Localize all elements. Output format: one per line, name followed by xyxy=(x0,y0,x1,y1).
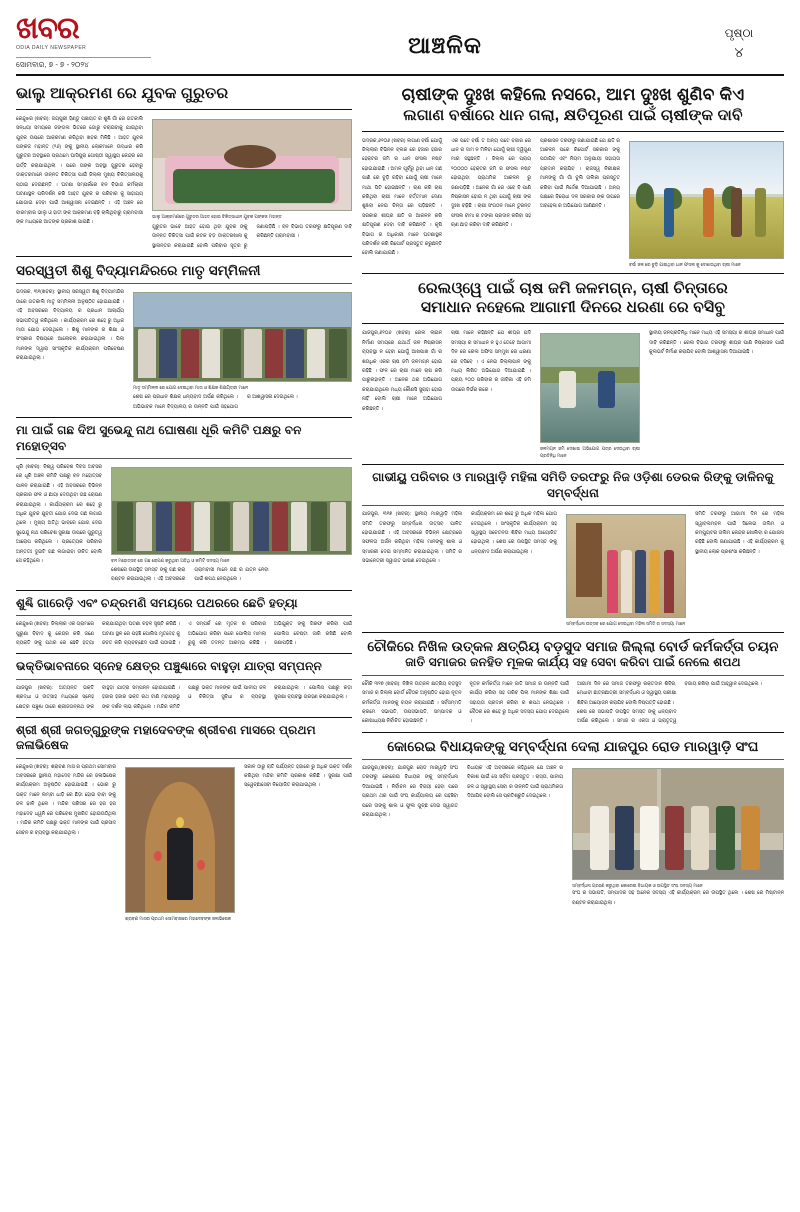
article-body-col3: ସ୍ଥାନୀୟ ଜନପ୍ରତିନିଧି ମାନେ ମଧ୍ୟ ଏହି ସମସ୍ୟା ର ଶୀଘ୍ର ସମାଧାନ ପାଇଁ ଦାବି କରିଛନ୍ତି । ରେଲ ବିଭାଗ ତରଫରୁ ଶୀଘ୍ର ପାଣି ନିଷ୍କାସନ ପାଇଁ କୁଲଭର୍ଟ ନିର୍ମାଣ କରାଯିବ ବୋଲି ଆଶ୍ୱାସନା ଦିଆଯାଇଛି । xyxy=(649,331,784,356)
article-body-cont: ଶେଷରେ ଉପସ୍ଥିତ ସମସ୍ତ ଙ୍କୁ ଗଛ ଚାରା ବଣ୍ଟନ କରାଯାଇଥିଲା । ଏହି ଅବସରରେ ଗ୍ରାମବାସୀ ମାନେ ଗଛ ର ଯତ୍ନ ନେବା ପାଇଁ ଶପଥ ନେଇଥିଲେ । xyxy=(111,567,269,583)
article-body: କେନ୍ଦୁଝର (ଖବର): ଶ୍ରାବଣ ମାସ ର ପ୍ରଥମ ସୋମବାର ଅବସରରେ ସ୍ଥାନୀୟ ମହାଦେବ ମନ୍ଦିର ରେ ଜଳାଭିଷେକ କାର୍ଯ୍ୟକ୍ରମ ଅନୁଷ୍ଠିତ ହୋଇଯାଇଛି । ଭୋର ରୁ ଭକ୍ତ ମାନେ ଲମ୍ବା ଧାଡ଼ି ରେ ଛିଡ଼ା ହୋଇ ବାବା ଙ୍କୁ ଜଳ ଢାଳି ଥିଲେ । ମନ୍ଦିର ପରିସର ରେ ହର ହର ମହାଦେବ ଧ୍ୱନି ରେ ପରିବେଶ ମୁଖରିତ ହୋଇଉଠିଥିଲା । ମନ୍ଦିର କମିଟି ପକ୍ଷରୁ ଭକ୍ତ ମାନଙ୍କ ପାଇଁ ପ୍ରସାଦ ସେବନ ର ବ୍ୟବସ୍ଥା କରାଯାଇଥିଲା । xyxy=(16,764,116,836)
article-body-cont: ଗୁରୁତର ଭାବେ ଆହତ ହୋଇ ଥିବା ଯୁବକ ଙ୍କୁ ଉନ୍ନତ ଚିକିତ୍ସା ପାଇଁ କଟକ ବଡ଼ ଡାକ୍ତରଖାନା କୁ ସ୍ଥାନାନ୍ତର କରାଯାଇଛି ବୋଲି ପରିବାର ସୂତ୍ର ରୁ ଜଣାପଡ଼ିଛି । ବନ ବିଭାଗ ତରଫରୁ କ୍ଷତିପୂରଣ ଦାବି କରିଛନ୍ତି ଗ୍ରାମବାସୀ । xyxy=(152,224,352,249)
article-samaj-board-selection xyxy=(362,638,784,727)
subheadline: ସମାଧାନ ନହେଲେ ଆଗାମୀ ଦିନରେ ଧରଣା ରେ ବସିବୁ xyxy=(420,299,726,317)
article-body-col1: ଯାଜପୁର, ୩୧୭ (ଖବର): ସ୍ଥାନୀୟ ମାରୱାଡ଼ି ମହିଳା ସମିତି ତରଫରୁ ସମ୍ବର୍ଦ୍ଧନା ଉତ୍ସବ ପାଳିତ ହୋଇଯାଇଛି । ଏହି ଅବସରରେ ବିଭିନ୍ନ କ୍ଷେତ୍ରରେ ସଫଳତା ଅର୍ଜନ କରିଥିବା ମହିଳା ମାନଙ୍କୁ ଶାଲ ଓ ସ୍ମାରକୀ ଦେଇ ସମ୍ମାନିତ କରାଯାଇଥିଲା । ସମିତି ର ସଭାନେତ୍ରୀ ସ୍ୱାଗତ ଭାଷଣ ଦେଇଥିଲେ । xyxy=(362,512,462,565)
article-mla-felicitation xyxy=(362,738,784,908)
article-bahuda-jatra xyxy=(16,659,352,712)
headline: ଗାଭୀୟୁ ପରିବାର ଓ ମାରୱାଡ଼ି ମହିଳା ସମିତି ତରଫରୁ ନିଜ ଓଡ଼ିଶା ଡେରକ ରିଙ୍କୁ ଡାଳିନକୁ ସମ୍ବର୍ଦ୍ଧନା xyxy=(372,470,774,500)
article-railway-waterlogging xyxy=(362,279,784,460)
article-women-felicitation xyxy=(362,470,784,627)
photo-injured-youth xyxy=(152,119,352,211)
photo-mla-group xyxy=(572,768,784,880)
article-body: କେନ୍ଦୁଝର (ଖବର): ଜୟପୁରୀ ହିଣ୍ଡୁ ପଞ୍ଚାୟତ ର ଶୁଣ୍ଢି ଗାଁ ରେ ଗତକାଲି ସନ୍ଧ୍ୟା ସମୟରେ ଜଙ୍ଗଲ ଭିତରେ ଗୋରୁ ଚରାଇବାକୁ ଯାଇଥିବା ଯୁବକ ଉପରେ ଆକ୍ରମଣ କରିଥିବା ଖବର ମିଳିଛି । ଆହତ ଯୁବକ ପଙ୍କଜ ମହାନ୍ତ (୨୬) ଙ୍କୁ ସ୍ଥାନୀୟ ଲୋକମାନେ ଉଦ୍ଧାର କରି ଗୁରୁତର ଅବସ୍ଥାରେ ପ୍ରଥମେ ଘାସିପୁରା ଗୋଷ୍ଠୀ ସ୍ୱାସ୍ଥ୍ୟ କେନ୍ଦ୍ର ରେ ଭର୍ତ୍ତି କରାଯାଇଥିଲା । ପରେ ତାଙ୍କ ଅବସ୍ଥା ଗୁରୁତର ହେବାରୁ ଡାକ୍ତରମାନେ ଉନ୍ନତ ଚିକିତ୍ସା ପାଇଁ ଜିଲ୍ଲା ମୁଖ୍ୟ ଚିକିତ୍ସାଳୟକୁ ପଠାଇ ଦେଇଛନ୍ତି । ଘଟଣା ସମ୍ପର୍କରେ ବନ ବିଭାଗ କର୍ମଚାରୀ ଘଟଣାସ୍ଥଳ ପରିଦର୍ଶନ କରି ଆହତ ଯୁବକ ର ପରିବାର କୁ ସାହାଯ୍ୟ ଯୋଗାଇ ଦେବା ପାଇଁ ଆଶ୍ୱାସନା ଦେଇଛନ୍ତି । ଏହି ଅଞ୍ଚଳ ରେ ବାରମ୍ବାର ଭାଲୁ ଓ ହାତୀ ଙ୍କ ଆକ୍ରମଣ ବଢ଼ି ଚାଲିଥିବାରୁ ଗ୍ରାମବାସୀ ଙ୍କ ମଧ୍ୟରେ ଆତଙ୍କ ପ୍ରକାଶ ପାଇଛି । xyxy=(16,116,143,226)
headline: ଶ୍ରୀ ଶ୍ରୀ ଜଗତ୍ଗୁରୁଙ୍କ ମହାଦେବଙ୍କ ଶ୍ରୀବଣ ମାସରେ ପ୍ରଥମ ଜଳାଭିଷେକ xyxy=(16,722,316,753)
content-grid xyxy=(16,84,784,1194)
photo-mothers-meeting xyxy=(133,292,352,382)
headline: ସରସ୍ୱତୀ ଶିଶୁ ବିଦ୍ୟାମନ୍ଦିରରେ ମାତୃ ସମ୍ମିଳନୀ xyxy=(16,263,261,279)
subheadline: ଲଗାଣ ବର୍ଷାରେ ଧାନ ଗଲା, କ୍ଷତିପୂରଣ ପାଇଁ ଚାଷୀଙ୍କ ଦାବି xyxy=(403,106,743,124)
article-bear-attack xyxy=(16,84,352,251)
article-body: ଭଦ୍ରକ, ୩୧(ଖବର): ସ୍ଥାନୀୟ ସରସ୍ୱତୀ ଶିଶୁ ବିଦ୍ୟାମନ୍ଦିର ଠାରେ ଗତକାଲି ମାତୃ ସମ୍ମିଳନୀ ଅନୁଷ୍ଠିତ ହୋଇଯାଇଛି । ଏହି ଅବସରରେ ବିଦ୍ୟାଳୟ ର ପ୍ରଧାନ ଆଚାର୍ଯ୍ୟ ସଭାପତିତ୍ୱ କରିଥିଲେ । କାର୍ଯ୍ୟକ୍ରମ ରେ ଶହେ ରୁ ଅଧିକ ମାତା ଯୋଗ ଦେଇଥିଲେ । ଶିଶୁ ମାନଙ୍କ ର ଶିକ୍ଷା ଓ ସଂସ୍କାର ବିଷୟରେ ଆଲୋଚନା କରାଯାଇଥିଲା । ପିଲା ମାନଙ୍କ ଦ୍ୱାରା ସାଂସ୍କୃତିକ କାର୍ଯ୍ୟକ୍ରମ ପରିବେଷଣ କରାଯାଇଥିଲା । xyxy=(16,290,124,362)
article-murder-case xyxy=(16,596,352,649)
article-body-col1: ଚୌକି ୩୧୭ (ଖବର): ନିଖିଳ ଉତ୍କଳ କ୍ଷତ୍ରିୟ ବଡ଼ସୁଦ ସମାଜ ର ଜିଲ୍ଲା ବୋର୍ଡ ବୈଠକ ଅନୁଷ୍ଠିତ ହୋଇ ନୂତନ କର୍ମକର୍ତ୍ତା ମାନଙ୍କୁ ଚୟନ କରାଯାଇଛି । ସର୍ବସମ୍ମତି କ୍ରମେ ସଭାପତି, ଉପସଭାପତି, ସମ୍ପାଦକ ଓ କୋଷାଧ୍ୟକ୍ଷ ନିର୍ବାଚିତ ହୋଇଛନ୍ତି । xyxy=(362,681,462,725)
headline: ଶୁଣ୍ଢି ଗାରେଡ଼ି ଏବଂ ଚନ୍ଦ୍ରମଣି ସମୟରେ ପଥରରେ ଛେଚି ହତ୍ୟା xyxy=(16,595,298,610)
left-column xyxy=(16,84,352,1194)
headline: ରେଲଓ୍ୱେ ପାଇଁ ଚାଷ ଜମି ଜଳମଗ୍ନ, ଚାଷୀ ଚିନ୍ତାରେ xyxy=(418,279,728,297)
photo-caption: ଭାଲୁ ଆକ୍ରମଣରେ ଗୁରୁତର ଆହତ ହୋଇ ଚିକିତ୍ସାଧୀନ ଯୁବକ ପଙ୍କଜ ମହାନ୍ତ xyxy=(152,213,282,219)
photo-paddy-field xyxy=(629,141,784,259)
article-body-cont: ସକାଳ ଠାରୁ ରାତି ପର୍ଯ୍ୟନ୍ତ ହଜାରେ ରୁ ଅଧିକ ଭକ୍ତ ଦର୍ଶନ କରିଥିବା ମନ୍ଦିର କମିଟି ପ୍ରକାଶ କରିଛି । ସୁରକ୍ଷା ପାଇଁ ସ୍ୱେଚ୍ଛାସେବୀ ନିୟୋଜିତ କରାଯାଇଥିଲା । xyxy=(244,764,352,789)
masthead xyxy=(16,14,784,76)
headline: ଚାଷୀଙ୍କ ଦୁଃଖ କହିଲେ ନସରେ, ଆମ ଦୁଃଖ ଶୁଣିବ କିଏ xyxy=(401,85,745,104)
headline: କୋରେଇ ବିଧାୟକଙ୍କୁ ସମ୍ବର୍ଦ୍ଧନା ଦେଲା ଯାଜପୁର ରୋଡ ମାରୱାଡ଼ି ସଂଘ xyxy=(387,738,759,754)
article-body-col3: ପ୍ରଶାସନ ତରଫରୁ ଜଣାଯାଇଛି ଯେ କ୍ଷତି ର ଆକଳନ ପରେ ରିପୋର୍ଟ ସରକାର ଙ୍କୁ ପଠାଯିବ ଏବଂ ନିୟମ ଅନୁଯାୟୀ ସହାୟତା ପ୍ରଦାନ କରାଯିବ । ରାଜସ୍ୱ ନିରୀକ୍ଷକ ମାନଙ୍କୁ ଗାଁ ଗାଁ ବୁଲି ତାଲିକା ପ୍ରସ୍ତୁତ କରିବା ପାଇଁ ନିର୍ଦ୍ଦେଶ ଦିଆଯାଇଛି । ଅନ୍ୟ ପକ୍ଷରେ ବିରୋଧୀ ଦଳ ସରକାର ଙ୍କ ଉପରେ ଅବହେଳା ର ଅଭିଯୋଗ ଆଣିଛନ୍ତି । xyxy=(540,138,620,210)
headline: ଭକ୍ତିଭାବନାରେ ସ୍ନେହ କ୍ଷେତ୍ର ପଞ୍ଚୁଣ୍ଢାରେ ବାହୁଡ଼ା ଯାତ୍ରା ସମ୍ପନ୍ନ xyxy=(16,659,322,674)
logo-subtitle: ODIA DAILY NEWSPAPER xyxy=(16,45,87,51)
page-indicator xyxy=(694,14,784,63)
photo-caption: ସମ୍ବର୍ଦ୍ଧନା ଉତ୍ସବ ରେ ଯୋଗ ଦେଇଥିବା ମହିଳା ସମିତି ର ସଦସ୍ୟା ମାନେ xyxy=(566,621,686,627)
article-body-col2: ନୂତନ କର୍ମକର୍ତ୍ତା ମାନେ ଜାତି ସମାଜ ର ଉନ୍ନତି ପାଇଁ କାର୍ଯ୍ୟ କରିବା ସହ ଗରିବ ପିଲା ମାନଙ୍କ ଶିକ୍ଷା ପାଇଁ ସହାୟତା ପ୍ରଦାନ କରିବା ର ଶପଥ ନେଇଥିଲେ । ବୈଠକ ରେ ଶହେ ରୁ ଅଧିକ ସଦସ୍ୟ ଯୋଗ ଦେଇଥିଲେ । xyxy=(469,681,569,725)
page-label: ପୃଷ୍ଠା xyxy=(724,26,754,40)
article-body: ଯାଜପୁର (ଖବର): ଅତ୍ୟନ୍ତ ଭକ୍ତି ଶ୍ରଦ୍ଧା ଓ ଉତ୍ସାହ ମଧ୍ୟରେ ସ୍ନେହ କ୍ଷେତ୍ର ପଞ୍ଚୁଣ୍ଢା ଠାରେ ଶ୍ରୀଜଗନ୍ନାଥ ଙ୍କ ବାହୁଡ଼ା ଯାତ୍ରା ସମ୍ପନ୍ନ ହୋଇଯାଇଛି । ହଜାର ହଜାର ଭକ୍ତ ରଥ ଟାଣି ମହାପ୍ରଭୁ ଙ୍କ ଦର୍ଶନ ଲାଭ କରିଥିଲେ । ମନ୍ଦିର କମିଟି ପକ୍ଷରୁ ଭକ୍ତ ମାନଙ୍କ ପାଇଁ ପାନୀୟ ଜଳ ଓ ଚିକିତ୍ସା ସୁବିଧା ର ବ୍ୟବସ୍ଥା କରାଯାଇଥିଲା । ପୋଲିସ ପକ୍ଷରୁ କଡ଼ା ସୁରକ୍ଷା ବ୍ୟବସ୍ଥା ଗ୍ରହଣ କରାଯାଇଥିଲା । xyxy=(16,685,352,710)
publication-date: ସୋମବାର, ୭ - ୭ - ୨୦୨୪ xyxy=(16,57,151,70)
article-body-col2: ବିଧାୟକ ଏହି ଅବସରରେ କହିଥିଲେ ଯେ ଅଞ୍ଚଳ ର ବିକାଶ ପାଇଁ ସେ ସର୍ବଦା ପ୍ରସ୍ତୁତ । ରାସ୍ତା, ପାନୀୟ ଜଳ ଓ ସ୍ୱାସ୍ଥ୍ୟ ସେବା ର ଉନ୍ନତି ପାଇଁ ପ୍ରାଥମିକତା ଦିଆଯିବ ବୋଲି ସେ ପ୍ରତିଶ୍ରୁତି ଦେଇଥିଲେ । xyxy=(467,766,563,800)
photo-tree-plantation xyxy=(111,467,352,555)
logo-block[interactable] xyxy=(16,14,196,70)
headline: ଭାଲୁ ଆକ୍ରମଣ ରେ ଯୁବକ ଗୁରୁତର xyxy=(16,85,229,102)
article-body-col2: କାର୍ଯ୍ୟକ୍ରମ ରେ ଶହେ ରୁ ଅଧିକ ମହିଳା ଯୋଗ ଦେଇଥିଲେ । ସାଂସ୍କୃତିକ କାର୍ଯ୍ୟକ୍ରମ ସହ ସ୍ୱାସ୍ଥ୍ୟ ସଚେତନତା ଶିବିର ମଧ୍ୟ ଆୟୋଜିତ ହୋଇଥିଲା । ଶେଷ ରେ ଉପସ୍ଥିତ ସମସ୍ତ ଙ୍କୁ ଧନ୍ୟବାଦ ଅର୍ପଣ କରାଯାଇଥିଲା । xyxy=(471,512,557,555)
article-shravan-abhisheka xyxy=(16,723,352,922)
photo-caption: ଶ୍ରାବଣ ମାସର ପ୍ରଥମ ସୋମବାରରେ ମହାଦେବଙ୍କ ଜଳାଭିଷେକ xyxy=(125,915,231,921)
photo-caption-1: ବର୍ଷା ଜଳ ରେ ବୁଡ଼ି ଯାଇଥିବା ଧାନ ଫସଲ କୁ ଦେଖାଉଥିବା ଚାଷୀ ମାନେ xyxy=(629,261,741,267)
headline: ଚୌକିରେ ନିଖିଳ ଉତ୍କଳ କ୍ଷତ୍ରିୟ ବଡ଼ସୁଦ ସମାଜ ଜିଲ୍ଲା ବୋର୍ଡ କର୍ମକର୍ତ୍ତା ଚୟନ xyxy=(367,639,779,655)
article-body: ଧୂରି (ଖବର): ବିଶ୍ୱ ପରିବେଶ ଦିବସ ଅବସର ରେ ଧୂରି ଅଞ୍ଚଳ କମିଟି ପକ୍ଷରୁ ବନ ମହୋତ୍ସବ ପାଳନ କରାଯାଇଛି । ଏହି ଅବସରରେ ବିଭିନ୍ନ ପ୍ରକାର ଫଳ ଓ ଛାୟା ଦେଉଥିବା ଗଛ ରୋପଣ କରାଯାଇଥିଲା । କାର୍ଯ୍ୟକ୍ରମ ରେ ଶହେ ରୁ ଅଧିକ ଯୁବକ ଯୁବତୀ ଯୋଗ ଦେଇ ଗଛ ଲଗାଇ ଥିଲେ । ମୁଖ୍ୟ ଅତିଥି ଭାବରେ ଯୋଗ ଦେଇ ସୁଭେନ୍ଦୁ ନାଥ ପରିବେଶ ସୁରକ୍ଷା ଉପରେ ଗୁରୁତ୍ୱ ଆରୋପ କରିଥିଲେ । ପ୍ରତ୍ୟେକ ପରିବାର ଅନ୍ତତଃ ଦୁଇଟି ଗଛ ଲଗାଇବା ଉଚିତ ବୋଲି ସେ କହିଥିଲେ । xyxy=(16,464,102,564)
photo-caption: ସମ୍ବର୍ଦ୍ଧନା ଗ୍ରହଣ କରୁଥିବା କୋରେଇ ବିଧାୟକ ଓ ଉପସ୍ଥିତ ସଂଘ ସଦସ୍ୟ ମାନେ xyxy=(572,883,703,889)
article-body-col3: ସମିତି ତରଫରୁ ଆଗାମୀ ଦିନ ରେ ମହିଳା ସ୍ୱାବଲମ୍ବନ ପାଇଁ ସିଲେଇ ତାଲିମ ଓ କମ୍ପ୍ୟୁଟର ତାଲିମ କେନ୍ଦ୍ର ଖୋଲିବା ର ଯୋଜନା ରହିଛି ବୋଲି ଜଣାଯାଇଛି । ଏହି କାର୍ଯ୍ୟକ୍ରମ କୁ ସ୍ଥାନୀୟ ଲୋକ ପ୍ରଶଂସା କରିଛନ୍ତି । xyxy=(695,512,784,555)
article-tree-plantation xyxy=(16,423,352,585)
photo-waterlogged-land xyxy=(540,333,640,443)
article-body-col4: ଶେଷ ରେ ସଭାପତି ଉପସ୍ଥିତ ସମସ୍ତ ଙ୍କୁ ଧନ୍ୟବାଦ ଅର୍ପଣ କରିଥିଲେ । ସମାଜ ର ଏକତା ଓ ଭ୍ରାତୃତ୍ୱ ବଜାୟ ରଖିବା ପାଇଁ ଆହ୍ୱାନ ଦେଇଥିଲେ । xyxy=(577,681,763,725)
article-body-cont: ଶେଷ ରେ ପ୍ରଧାନ ଶିକ୍ଷକ ଧନ୍ୟବାଦ ଅର୍ପଣ କରିଥିଲେ । ଅଭିଭାବକ ମାନେ ବିଦ୍ୟାଳୟ ର ଉନ୍ନତି ପାଇଁ ସହଯୋଗ ର ଆଶ୍ୱାସନା ଦେଇଥିଲେ । xyxy=(133,395,298,410)
photo-caption: ମାତୃ ସମ୍ମିଳନୀ ରେ ଯୋଗ ଦେଇଥିବା ମାତା ଓ ଶିକ୍ଷକ ଶିକ୍ଷୟିତ୍ରୀ ମାନେ xyxy=(133,385,249,391)
article-body: କେନ୍ଦୁଝର (ଖବର): ଜିଲ୍ଲାର ଏକ ଗ୍ରାମରେ ପୁରୁଣା ବିବାଦ କୁ କେନ୍ଦ୍ର କରି ଜଣେ ବ୍ୟକ୍ତି ଙ୍କୁ ପଥର ରେ ଛେଚି ହତ୍ୟା କରାଯାଇଥିବା ଘଟଣା ଚହଳ ସୃଷ୍ଟି କରିଛି । ଘଟଣା ସ୍ଥଳ ରେ ପହଞ୍ଚି ପୋଲିସ ମୃତଦେହ କୁ ଜବତ କରି ବ୍ୟବଚ୍ଛେଦ ପାଇଁ ପଠାଇଛି । ଏ ସମ୍ପର୍କ ରେ ମୃତକ ର ପରିବାର ଅଭିଯୋଗ କରିବା ପରେ ପୋଲିସ ମାମଲା ରୁଜୁ କରି ତଦନ୍ତ ଆରମ୍ଭ କରିଛି । ଅଭିଯୁକ୍ତ ଙ୍କୁ ଗିରଫ କରିବା ପାଇଁ ପୋଲିସ ଚେଷ୍ଟା ଜାରି ରଖିଛି ବୋଲି ଜଣାପଡ଼ିଛି । xyxy=(16,622,352,646)
newspaper-logo: ଖବର xyxy=(16,12,79,45)
article-body-col2: ଚାଷୀ ମାନେ କହିଛନ୍ତି ଯେ ଶୀଘ୍ର ଯଦି ସମସ୍ୟା ର ସମାଧାନ ନ ହୁଏ ତେବେ ଆଗାମୀ ଦିନ ରେ ରେଲ ଅଫିସ ସମ୍ମୁଖ ରେ ଧରଣା ରେ ବସିବେ । ଏ ନେଇ ଜିଲ୍ଲାପାଳ ଙ୍କୁ ମଧ୍ୟ ଲିଖିତ ଅଭିଯୋଗ ଦିଆଯାଇଛି । ପ୍ରାୟ ୨୦୦ ପରିବାର ର ଜୀବିକା ଏହି ଜମି ଉପରେ ନିର୍ଭର କରେ । xyxy=(451,331,531,393)
article-body-col3: ସଂଘ ର ସଭାପତି, ସମ୍ପାଦକ ସହ ଅନେକ ସଦସ୍ୟ ଏହି କାର୍ଯ୍ୟକ୍ରମ ରେ ଉପସ୍ଥିତ ଥିଲେ । ଶେଷ ରେ ମିଷ୍ଟାନ୍ନ ବଣ୍ଟନ କରାଯାଇଥିଲା । xyxy=(572,891,784,906)
article-body-col3: ଆଗାମୀ ଦିନ ରେ ସମାଜ ତରଫରୁ ରକ୍ତଦାନ ଶିବିର, ମେଧାବୀ ଛାତ୍ରଛାତ୍ରୀ ସମ୍ବର୍ଦ୍ଧନା ଓ ସ୍ୱାସ୍ଥ୍ୟ ପରୀକ୍ଷା ଶିବିର ଆୟୋଜନ କରାଯିବ ବୋଲି ନିଷ୍ପତ୍ତି ହୋଇଛି । xyxy=(577,681,677,706)
photo-shiva-temple xyxy=(125,767,235,913)
article-body-col1: ଭଦ୍ରକ,୬୧୦୬ (ଖବର) ଲଗାଣ ବର୍ଷା ଯୋଗୁଁ ଜିଲ୍ଲାର ବିଭିନ୍ନ ବ୍ଲକ ରେ ହଜାର ହଜାର ହେକ୍ଟର ଜମି ର ଧାନ ଫସଲ ନଷ୍ଟ ହୋଇଯାଇଛି । ଅମଳ ପୂର୍ବରୁ ଥିବା ଧାନ ଗଛ ପାଣି ରେ ବୁଡ଼ି ରହିବା ଯୋଗୁଁ ଚାଷୀ ମାନେ ମାଥା ପିଟି ହୋଇଛନ୍ତି । ଋଣ କରି ଚାଷ କରିଥିବା ଚାଷୀ ମାନେ ବର୍ତ୍ତମାନ ଦେଣା ଶୁଝିବା ନେଇ ଚିନ୍ତା ରେ ପଡ଼ିଛନ୍ତି । ସରକାର ଶୀଘ୍ର କ୍ଷତି ର ଆକଳନ କରି କ୍ଷତିପୂରଣ ଦେବା ଦାବି କରିଛନ୍ତି । କୃଷି ବିଭାଗ ର ଅଧିକାରୀ ମାନେ ଘଟଣାସ୍ଥଳ ପରିଦର୍ଶନ କରି ରିପୋର୍ଟ ପ୍ରସ୍ତୁତ କରୁଛନ୍ତି ବୋଲି ଜଣାଯାଇଛି । xyxy=(362,138,442,257)
headline: ମା ପାଇଁ ଗଛ ଦିଅ ସୁଭେନ୍ଦୁ ନାଥ ଘୋଷଣା ଧୂରି କମିଟି ପକ୍ଷରୁ ବନ ମହୋତ୍ସବ xyxy=(16,423,302,453)
subheadline: ଜାତି ସମାଜର ଜନହିତ ମୂଳକ କାର୍ଯ୍ୟ ସହ ସେବା କରିବା ପାଇଁ ନେଲେ ଶପଥ xyxy=(405,655,741,670)
photo-caption: ଜଳମଗ୍ନ ଜମି ଦେଖାଇ ଅଭିଯୋଗ ପତ୍ର ଦେଉଥିବା ଚାଷୀ ପ୍ରତିନିଧି ମାନେ xyxy=(540,446,640,459)
article-body-col1: ଯାଜପୁର,୬୧୦୬ (ଖବର) ରେଲ ଲାଇନ ନିର୍ମାଣ ସମୟରେ ଯଥାର୍ଥ ଜଳ ନିଷ୍କାସନ ବ୍ୟବସ୍ଥା ନ ହେବା ଯୋଗୁଁ ଆଖପାଖ ଗାଁ ର ଶତାଧିକ ଏକର ଚାଷ ଜମି ଜଳମଗ୍ନ ହୋଇ ରହିଛି । ଫଳ ରେ ଚାଷୀ ମାନେ ଚାଷ କରି ପାରୁନାହାନ୍ତି । ଅନେକ ଥର ଅଭିଯୋଗ କରାଯାଇଥିଲେ ମଧ୍ୟ କୌଣସି ସୁରାହା ହୋଇ ନାହିଁ ବୋଲି ଚାଷୀ ମାନେ ଅଭିଯୋଗ କରିଛନ୍ତି । xyxy=(362,331,442,412)
article-saraswati-school xyxy=(16,262,352,412)
photo-women-meeting xyxy=(566,514,686,618)
page-number: ୪ xyxy=(734,44,744,60)
right-column xyxy=(362,84,784,1194)
article-body-col2: ଏକ ପଟେ ବର୍ଷା ତ ଅନ୍ୟ ପଟେ ବଜାର ରେ ଧାନ ର ଦାମ ନ ମିଳିବା ଯୋଗୁଁ ଚାଷୀ ଦ୍ୱିଗୁଣ ମାର ସହୁଛନ୍ତି । ଜିଲ୍ଲା ରେ ପ୍ରାୟ ୨୦୦୦୦ ହେକ୍ଟର ଜମି ର ଫସଲ ନଷ୍ଟ ହୋଇଥିବା ପ୍ରାଥମିକ ଆକଳନ ରୁ ଜଣାପଡ଼ିଛି । ଅନେକ ଗାଁ ରେ ଏବେ ବି ପାଣି ନିଷ୍କାସନ ହୋଇ ନ ଥିବା ଯୋଗୁଁ ଚାଷୀ ଙ୍କ ଦୁଃଖ ବଢ଼ିଛି । ଚାଷୀ ସଂଗଠନ ମାନେ ତୁରନ୍ତ ଫସଲ ବୀମା ର ଟଙ୍କା ପ୍ରଦାନ କରିବା ସହ ଋଣ ଛାଡ଼ କରିବା ଦାବି କରିଛନ୍ତି । xyxy=(451,138,531,229)
section-title: ଆଞ୍ଚଳିକ xyxy=(408,32,482,58)
article-farmer-crop-loss xyxy=(362,84,784,268)
photo-caption: ବନ ମହୋତ୍ସବ ରେ ଗଛ ରୋପଣ କରୁଥିବା ଅତିଥି ଓ କମିଟି ସଦସ୍ୟ ମାନେ xyxy=(111,557,230,563)
article-body-col1: ଯାଜପୁର,(ଖବର): ଯାଜପୁର ରୋଡ ମାରୱାଡ଼ି ସଂଘ ତରଫରୁ କୋରେଇ ବିଧାୟକ ଙ୍କୁ ସମ୍ବର୍ଦ୍ଧନା ଦିଆଯାଇଛି । ନିର୍ବାଚନ ରେ ବିଜୟୀ ହେବା ପରେ ପ୍ରଥମ ଥର ପାଇଁ ସଂଘ କାର୍ଯ୍ୟାଲୟ ରେ ପହଞ୍ଚିବା ପରେ ତାଙ୍କୁ ଶାଲ ଓ ଫୁଲ ଗୁଚ୍ଛ ଦେଇ ସ୍ୱାଗତ କରାଯାଇଥିଲା । xyxy=(362,766,458,819)
